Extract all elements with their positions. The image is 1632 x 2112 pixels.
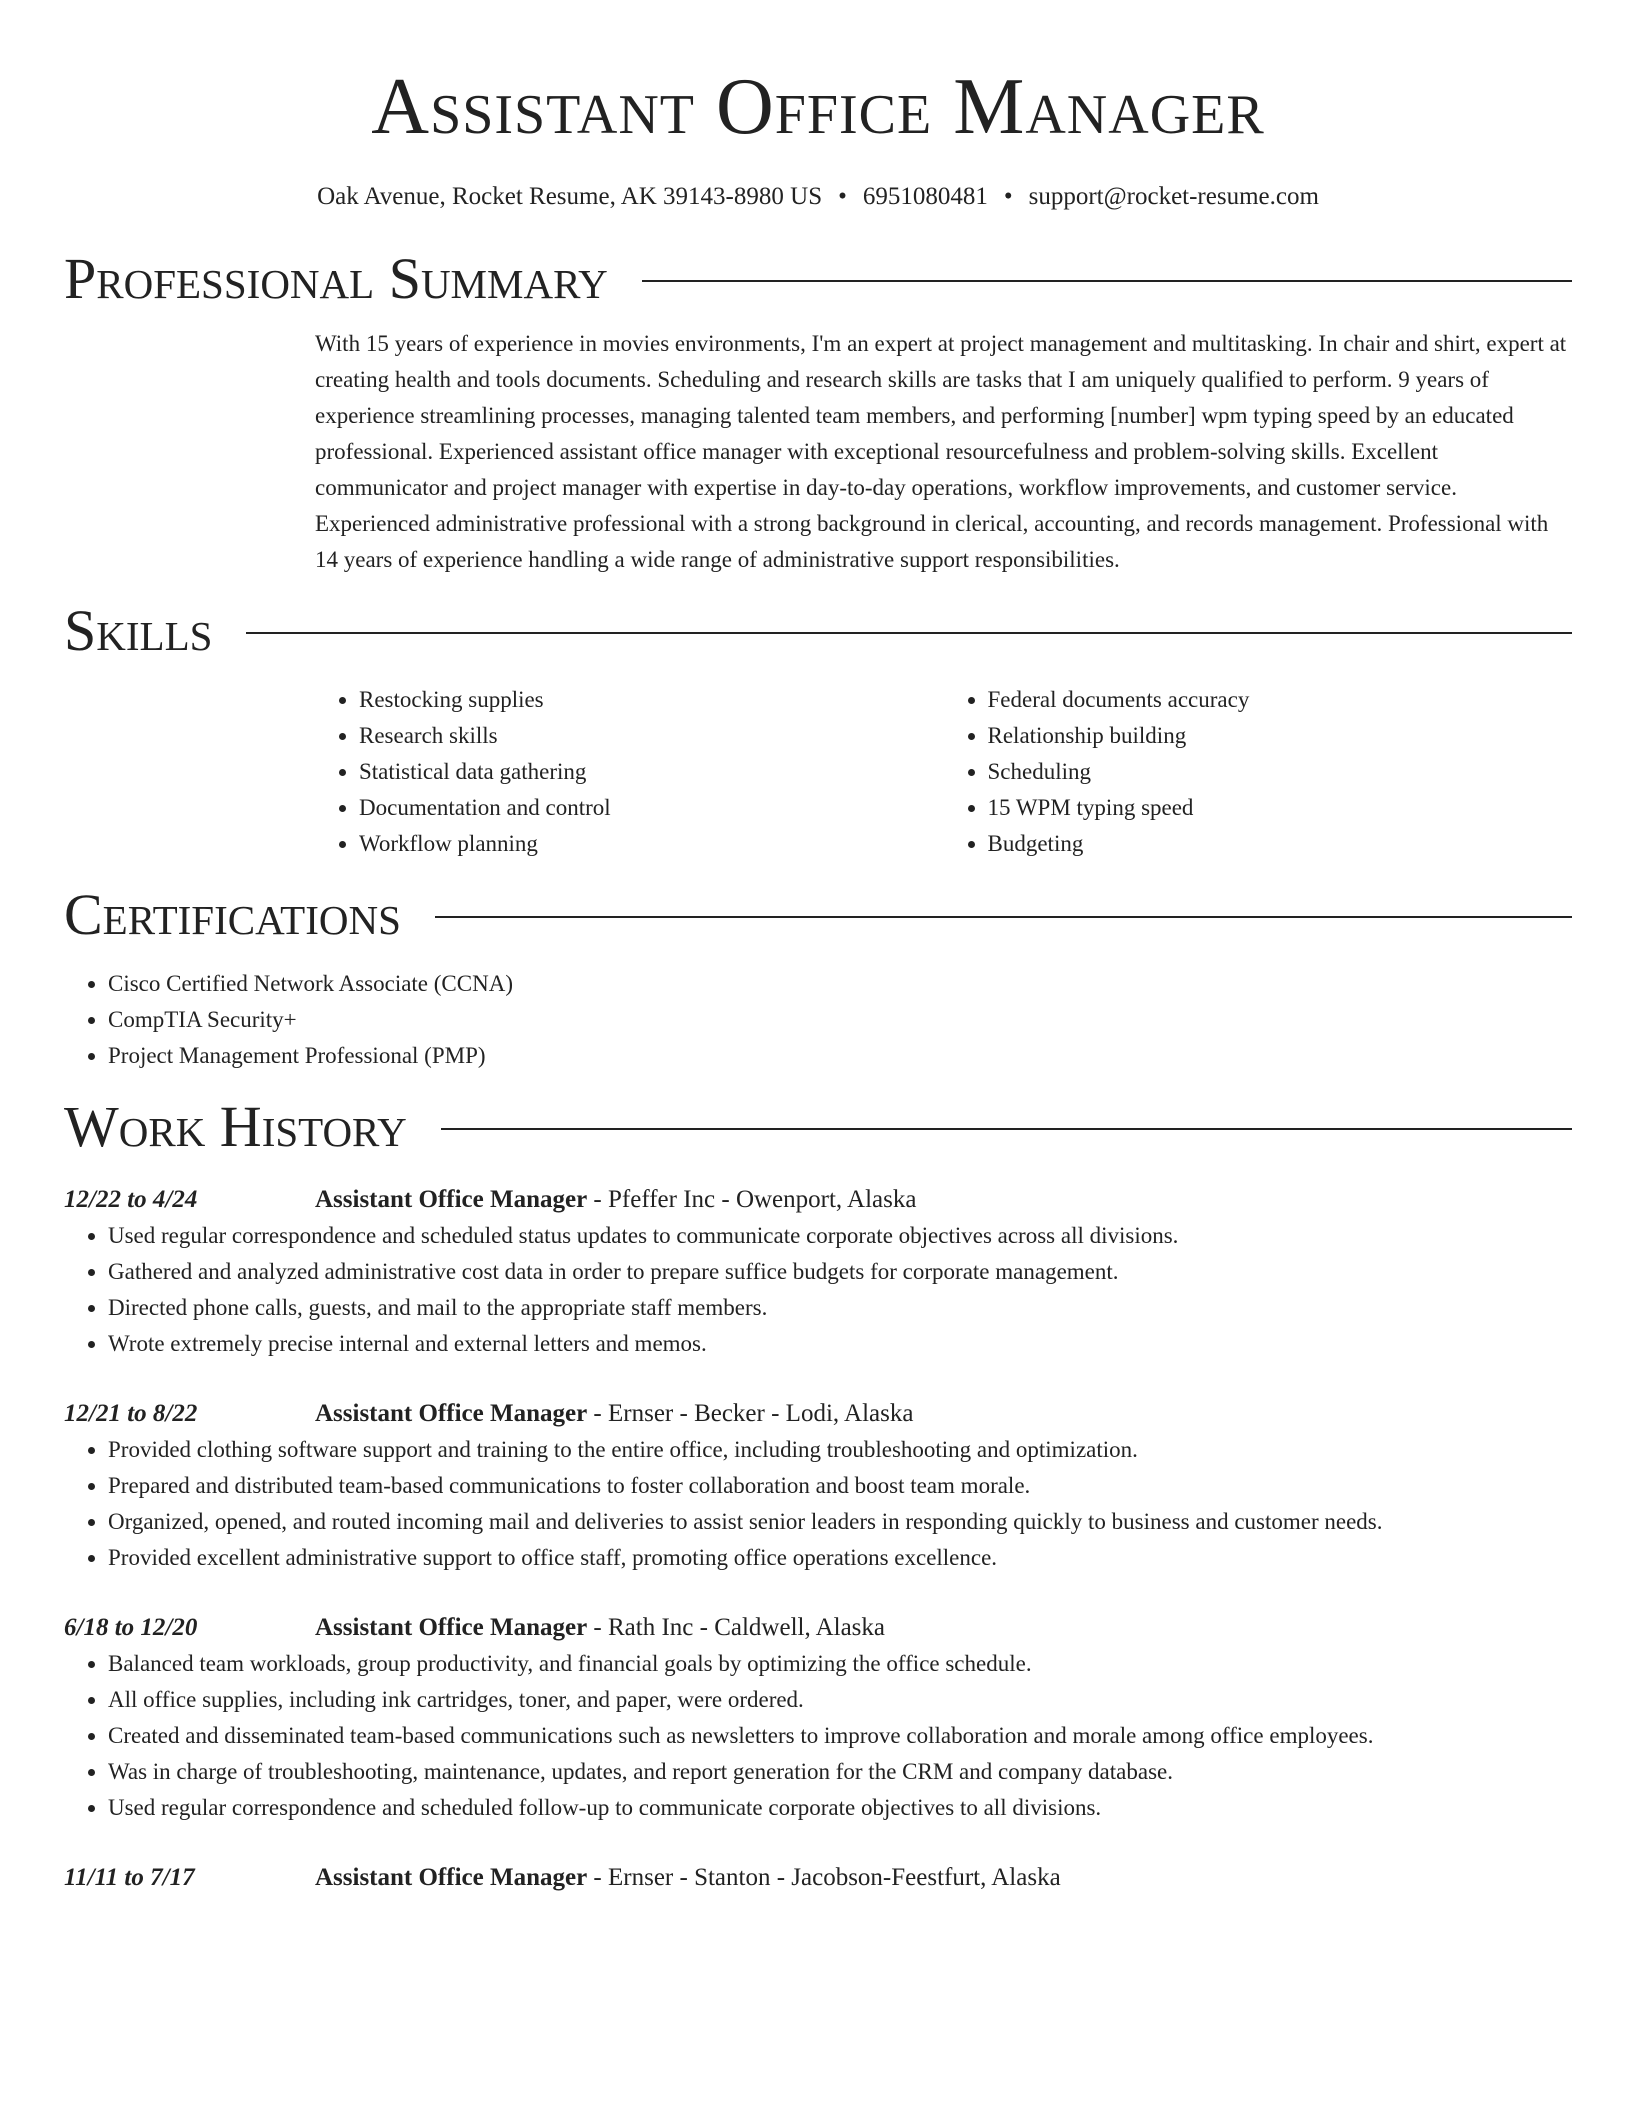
job-employer: - Rath Inc - Caldwell, Alaska [587,1614,886,1641]
section-divider [435,916,1572,918]
skill-item: • Scheduling [988,754,1573,790]
skill-item: • Documentation and control [359,790,944,826]
contact-line [64,182,1572,212]
job-entry [64,1610,1572,1826]
summary-heading: Professional Summary [64,246,608,311]
section-divider [441,1128,1572,1130]
job-header [64,1396,1572,1432]
contact-separator: • [838,183,847,210]
job-bullet: • Balanced team workloads, group productivity, and financial goals by optimizing the office schedule. [108,1646,1572,1682]
job-employer: - Ernser - Stanton - Jacobson-Feestfurt, Alaska [587,1864,1061,1891]
skills-list-right [944,682,1573,862]
section-divider [246,632,1572,634]
summary-section-header [64,246,1572,312]
resume-page [64,0,1572,1896]
certifications-section-header [64,882,1572,948]
work-heading: Work History [64,1094,407,1159]
job-bullet: • Provided excellent administrative support to office staff, promoting office operations excellence. [108,1540,1572,1576]
job-dates: 12/21 to 8/22 [64,1400,198,1427]
job-bullet: • Used regular correspondence and scheduled follow-up to communicate corporate objectives to all divisions. [108,1790,1572,1826]
job-bullet: • Created and disseminated team-based communications such as newsletters to improve collaboration and morale among office employees. [108,1718,1572,1754]
job-position [315,1182,916,1218]
job-entry [64,1182,1572,1362]
section-divider [642,280,1572,282]
job-bullets [64,1432,1572,1576]
job-bullet: • Prepared and distributed team-based communications to foster collaboration and boost team morale. [108,1468,1572,1504]
job-bullet: • Was in charge of troubleshooting, maintenance, updates, and report generation for the CRM and company database. [108,1754,1572,1790]
job-position [315,1610,885,1646]
contact-separator: • [1003,183,1013,210]
job-header [64,1182,1572,1218]
work-section-header [64,1094,1572,1160]
job-position [315,1860,1061,1896]
contact-email: support@rocket-resume.com [1028,183,1319,210]
skill-item: • Research skills [359,718,944,754]
job-bullet: • All office supplies, including ink cartridges, toner, and paper, were ordered. [108,1682,1572,1718]
job-bullet: • Gathered and analyzed administrative cost data in order to prepare suffice budgets for corporate management. [108,1254,1572,1290]
job-header [64,1610,1572,1646]
job-employer: - Ernser - Becker - Lodi, Alaska [587,1400,914,1427]
skills-heading: Skills [64,598,213,663]
resume-name: Assistant Office Manager [371,63,1265,151]
skill-item: • Budgeting [988,826,1573,862]
summary-text: With 15 years of experience in movies environments, I'm an expert at project management and multitasking. In chair and shirt, expert at creating health and tools documents. Scheduling and research skills are tasks that I am uniquely qualified to perform. 9 years of experience streamlining processes, managing talented team members, and performing [number] wpm typing speed by an educated professional. Experienced assistant office manager with exceptional resourcefulness and problem-solving skills. Excellent communicator and project manager with expertise in day-to-day operations, workflow improvements, and customer service. Experienced administrative professional with a strong background in clerical, accounting, and records management. Professional with 14 years of experience handling a wide range of administrative support responsibilities. [315,331,1567,572]
job-bullet: • Provided clothing software support and training to the entire office, including troubleshooting and optimization. [108,1432,1572,1468]
skill-item: • Relationship building [988,718,1573,754]
skill-item: • Statistical data gathering [359,754,944,790]
job-title: Assistant Office Manager [315,1186,588,1213]
job-bullets [64,1646,1572,1826]
certifications-heading: Certifications [64,882,401,947]
certification-item: • Cisco Certified Network Associate (CCNA) [108,966,1572,1002]
job-dates: 6/18 to 12/20 [64,1614,198,1641]
job-entry [64,1396,1572,1576]
contact-address: Oak Avenue, Rocket Resume, AK 39143-8980 US [317,183,823,210]
job-bullet: • Directed phone calls, guests, and mail to the appropriate staff members. [108,1290,1572,1326]
job-bullets [64,1218,1572,1362]
job-bullet: • Wrote extremely precise internal and external letters and memos. [108,1326,1572,1362]
certification-item: • Project Management Professional (PMP) [108,1038,1572,1074]
job-dates: 12/22 to 4/24 [64,1186,198,1213]
job-title: Assistant Office Manager [315,1614,588,1641]
job-title: Assistant Office Manager [315,1864,588,1891]
skills-list-left [315,682,944,862]
job-employer: - Pfeffer Inc - Owenport, Alaska [587,1186,917,1213]
job-bullet: • Used regular correspondence and scheduled status updates to communicate corporate objectives across all divisions. [108,1218,1572,1254]
skill-item: • Federal documents accuracy [988,682,1573,718]
job-title: Assistant Office Manager [315,1400,588,1427]
skills-grid [315,682,1572,862]
job-header [64,1860,1572,1896]
certifications-list [64,966,1572,1074]
job-entry [64,1860,1572,1896]
job-dates: 11/11 to 7/17 [64,1864,195,1891]
skill-item: • 15 WPM typing speed [988,790,1573,826]
skill-item: • Restocking supplies [359,682,944,718]
job-bullet: • Organized, opened, and routed incoming mail and deliveries to assist senior leaders in responding quickly to business and customer needs. [108,1504,1572,1540]
job-position [315,1396,913,1432]
contact-phone: 6951080481 [862,183,988,210]
skill-item: • Workflow planning [359,826,944,862]
certification-item: • CompTIA Security+ [108,1002,1572,1038]
skills-section-header [64,598,1572,664]
